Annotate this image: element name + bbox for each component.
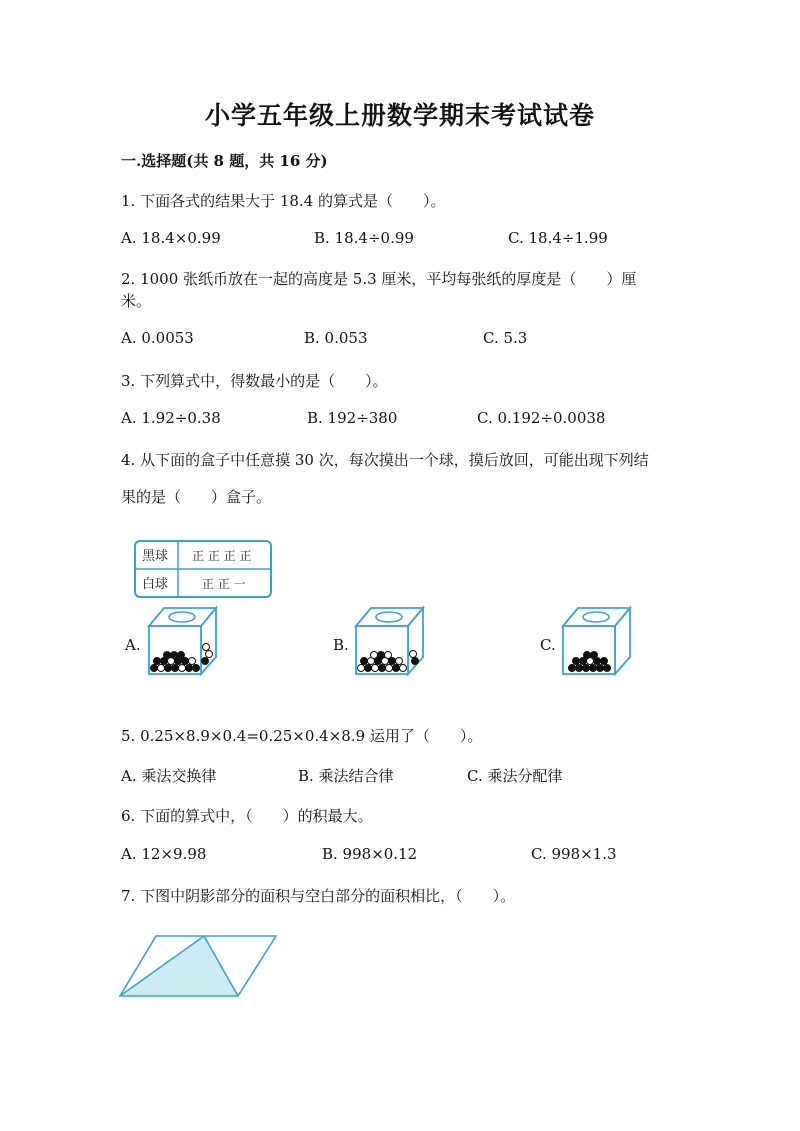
- tally-label-white: 白球: [142, 577, 169, 592]
- question-6-option-a: A. 12×9.98: [121, 845, 207, 863]
- question-3-option-b: B. 192÷380: [307, 409, 398, 427]
- question-4-text-line1: 4. 从下面的盒子中任意摸 30 次，每次摸出一个球，摸后放回，可能出现下列结: [121, 451, 649, 469]
- question-2-option-c: C. 5.3: [483, 329, 528, 347]
- question-5-option-a: A. 乘法交换律: [121, 767, 217, 785]
- tally-table: [134, 540, 272, 598]
- ball-box-a-image: [146, 604, 218, 676]
- section-heading: 一.选择题(共 8 题，共 16 分): [121, 152, 328, 170]
- question-5-text: 5. 0.25×8.9×0.4=0.25×0.4×8.9 运用了（ ）。: [121, 727, 483, 745]
- ball-box-b-image: [353, 604, 425, 676]
- parallelogram-figure: [118, 933, 280, 999]
- box-label-a: A.: [125, 636, 141, 654]
- question-2-text-line2: 米。: [121, 292, 152, 310]
- question-1-option-a: A. 18.4×0.99: [121, 229, 221, 247]
- question-4-text-line2: 果的是（ ）盒子。: [121, 488, 272, 506]
- question-3-text: 3. 下列算式中，得数最小的是（ ）。: [121, 372, 388, 390]
- question-5-option-c: C. 乘法分配律: [467, 767, 563, 785]
- question-1-option-b: B. 18.4÷0.99: [314, 229, 414, 247]
- question-5-option-b: B. 乘法结合律: [298, 767, 394, 785]
- ball-box-c-image: [560, 604, 632, 676]
- question-1-option-c: C. 18.4÷1.99: [508, 229, 608, 247]
- tally-label-black: 黑球: [142, 549, 169, 564]
- tally-marks-white: 正 正 一: [202, 577, 246, 591]
- question-2-option-b: B. 0.053: [304, 329, 368, 347]
- page-title: 小学五年级上册数学期末考试试卷: [204, 101, 595, 130]
- question-6-option-b: B. 998×0.12: [322, 845, 418, 863]
- question-6-text: 6. 下面的算式中，（ ）的积最大。: [121, 807, 373, 825]
- question-6-option-c: C. 998×1.3: [531, 845, 617, 863]
- box-label-c: C.: [540, 636, 556, 654]
- tally-marks-black: 正 正 正 正: [192, 549, 252, 563]
- question-2-text-line1: 2. 1000 张纸币放在一起的高度是 5.3 厘米，平均每张纸的厚度是（ ）厘: [121, 270, 637, 288]
- box-label-b: B.: [333, 636, 349, 654]
- question-3-option-c: C. 0.192÷0.0038: [477, 409, 606, 427]
- question-2-option-a: A. 0.0053: [121, 329, 194, 347]
- question-3-option-a: A. 1.92÷0.38: [121, 409, 221, 427]
- question-7-text: 7. 下图中阴影部分的面积与空白部分的面积相比，（ ）。: [121, 887, 516, 905]
- question-1-text: 1. 下面各式的结果大于 18.4 的算式是（ ）。: [121, 192, 446, 210]
